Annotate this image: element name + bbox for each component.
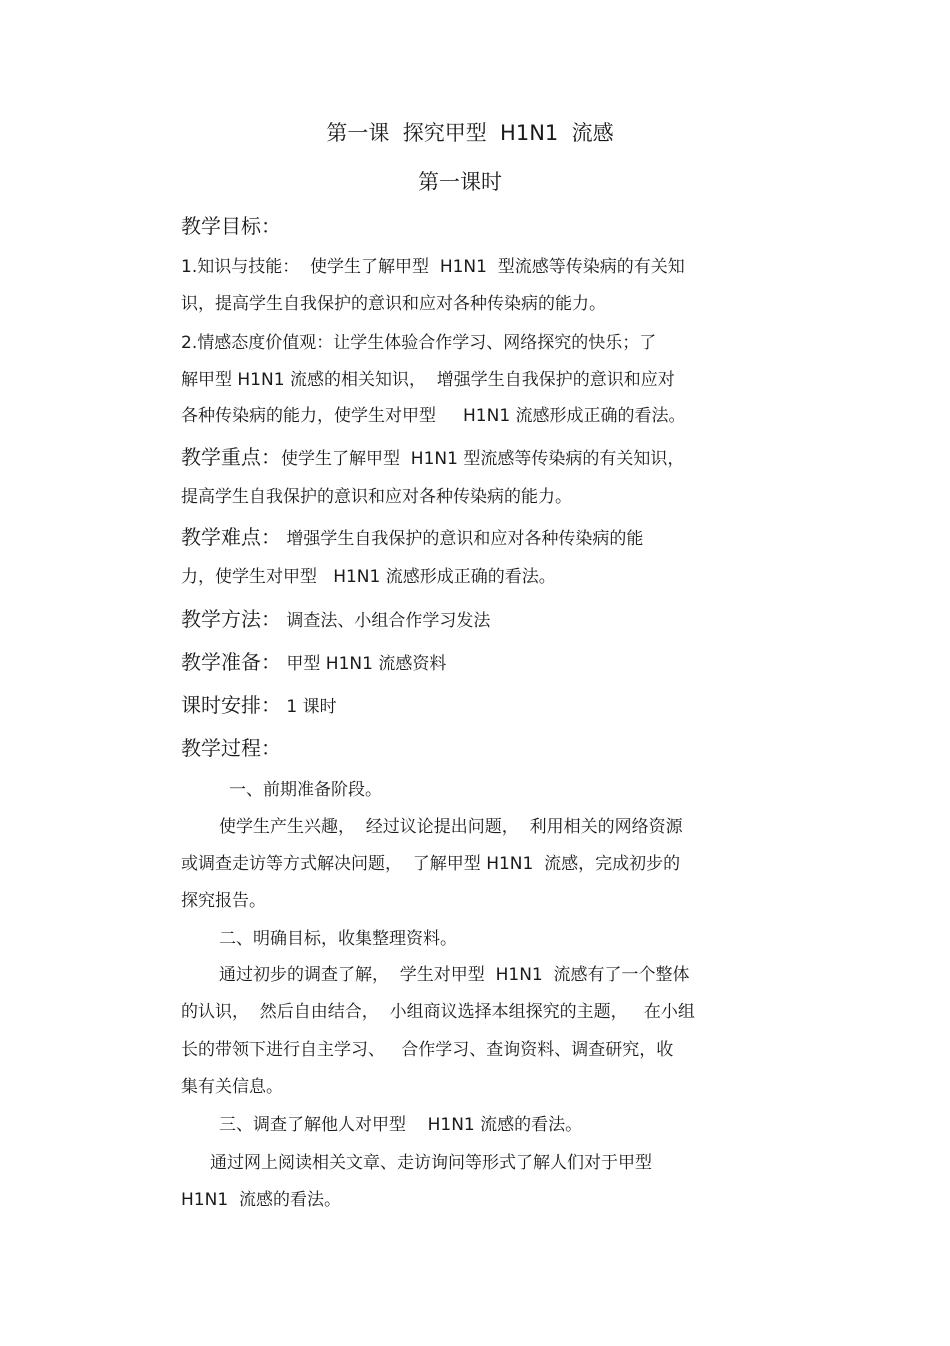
step1-line2: 或调查走访等方式解决问题， 了解甲型 H1N1 流感，完成初步的 (181, 854, 681, 874)
difficulty-line1 (181, 523, 643, 551)
key-points-text: 使学生了解甲型 H1N1 型流感等传染病的有关知识， (281, 449, 685, 469)
goal2-line3: 各种传染病的能力，使学生对甲型 H1N1 流感形成正确的看法。 (181, 406, 686, 426)
step1-title: 一、前期准备阶段。 (229, 780, 382, 800)
prep-line (181, 648, 446, 676)
key-points-line1 (181, 443, 684, 471)
difficulty-line2: 力，使学生对甲型 H1N1 流感形成正确的看法。 (181, 567, 556, 587)
goal1-line2: 识，提高学生自我保护的意识和应对各种传染病的能力。 (181, 294, 606, 314)
prep-label: 教学准备： (181, 650, 281, 674)
step2-title: 二、明确目标，收集整理资料。 (219, 929, 457, 949)
step2-line4: 集有关信息。 (181, 1077, 283, 1097)
process-heading: 教学过程： (181, 736, 281, 760)
difficulty-label: 教学难点： (181, 525, 281, 549)
goal1-line1: 1.知识与技能： 使学生了解甲型 H1N1 型流感等传染病的有关知 (181, 257, 685, 277)
key-points-label: 教学重点： (181, 445, 281, 469)
key-points-line2: 提高学生自我保护的意识和应对各种传染病的能力。 (181, 487, 572, 507)
step3-line2: H1N1 流感的看法。 (181, 1190, 341, 1210)
difficulty-text: 增强学生自我保护的意识和应对各种传染病的能 (281, 529, 644, 549)
step2-line2: 的认识， 然后自由结合， 小组商议选择本组探究的主题， 在小组 (181, 1002, 695, 1022)
step2-line1: 通过初步的调查了解， 学生对甲型 H1N1 流感有了一个整体 (219, 965, 690, 985)
schedule-value: 1 课时 (281, 697, 337, 717)
schedule-label: 课时安排： (181, 693, 281, 717)
step3-title: 三、调查了解他人对甲型 H1N1 流感的看法。 (219, 1115, 583, 1135)
goal2-line2: 解甲型 H1N1 流感的相关知识， 增强学生自我保护的意识和应对 (181, 370, 675, 390)
lesson-subtitle: 第一课时 (418, 170, 502, 194)
method-value: 调查法、小组合作学习发法 (281, 611, 491, 631)
step3-line1: 通过网上阅读相关文章、走访询问等形式了解人们对于甲型 (210, 1153, 652, 1173)
goal2-line1: 2.情感态度价值观：让学生体验合作学习、网络探究的快乐；了 (181, 333, 657, 353)
schedule-line (181, 691, 337, 719)
step2-line3: 长的带领下进行自主学习、 合作学习、查询资料、调查研究，收 (181, 1040, 674, 1060)
goals-heading: 教学目标： (181, 214, 281, 238)
method-label: 教学方法： (181, 607, 281, 631)
lesson-title: 第一课 探究甲型 H1N1 流感 (326, 121, 614, 145)
step1-line3: 探究报告。 (181, 891, 266, 911)
prep-value: 甲型 H1N1 流感资料 (281, 654, 447, 674)
method-line (181, 605, 490, 633)
step1-line1: 使学生产生兴趣， 经过议论提出问题， 利用相关的网络资源 (219, 817, 683, 837)
